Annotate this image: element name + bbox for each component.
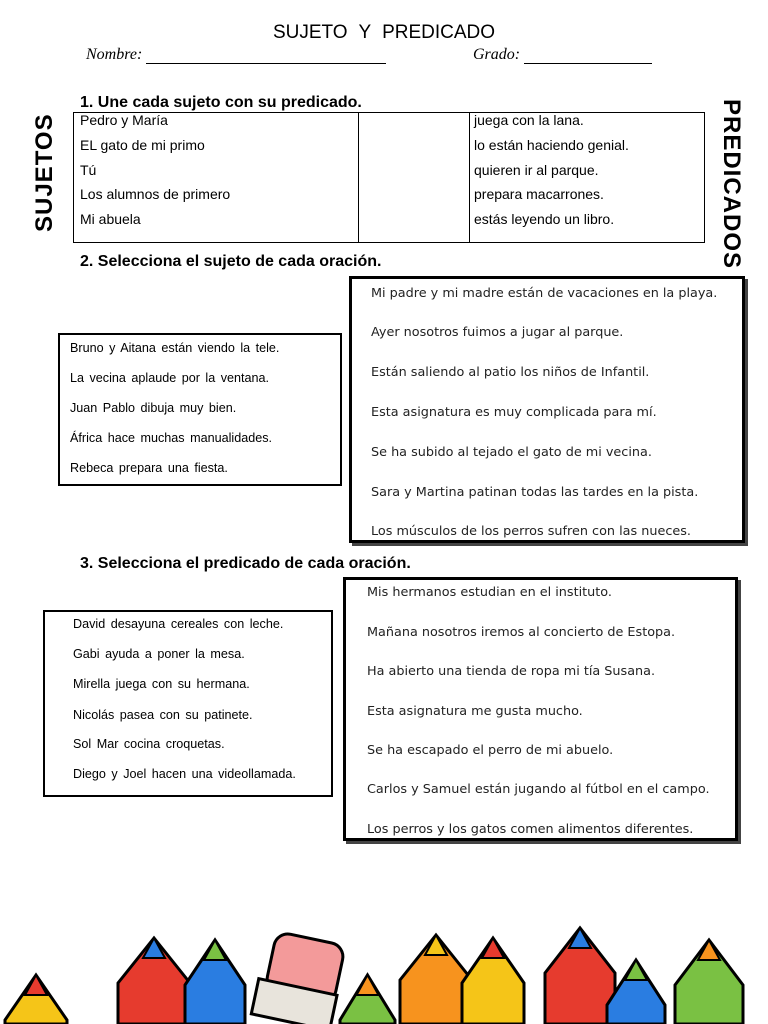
sujeto-item[interactable]: Tú	[80, 161, 97, 178]
colored-pencils-border-icon	[0, 920, 768, 1024]
grado-line	[524, 63, 652, 64]
sujeto-item[interactable]: Pedro y María	[80, 112, 168, 128]
predicado-item[interactable]: juega con la lana.	[474, 112, 584, 128]
predicado-item[interactable]: quieren ir al parque.	[474, 161, 599, 178]
sentence-item[interactable]: África hace muchas manualidades.	[70, 431, 273, 445]
section2-right-box	[349, 276, 745, 543]
sentence-item[interactable]: Están saliendo al patio los niños de Infantil.	[371, 365, 650, 380]
sujetos-side-label: SUJETOS	[31, 113, 58, 232]
sujeto-item[interactable]: Los alumnos de primero	[80, 186, 231, 203]
section2-heading: 2. Selecciona el sujeto de cada oración.	[80, 253, 382, 270]
sentence-item[interactable]: Juan Pablo dibuja muy bien.	[70, 401, 237, 415]
matching-table	[73, 112, 705, 243]
sentence-item[interactable]: Ha abierto una tienda de ropa mi tía Susana.	[367, 664, 656, 679]
sentence-item[interactable]: Diego y Joel hacen una videollamada.	[73, 767, 296, 781]
predicado-item[interactable]: estás leyendo un libro.	[474, 211, 615, 228]
sentence-item[interactable]: Ayer nosotros fuimos a jugar al parque.	[371, 325, 624, 340]
sujeto-item[interactable]: EL gato de mi primo	[80, 136, 205, 153]
grado-label: Grado:	[473, 46, 521, 63]
sujetos-column	[80, 113, 230, 242]
sentence-item[interactable]: Los perros y los gatos comen alimentos diferentes.	[367, 822, 694, 837]
sentence-item[interactable]: Esta asignatura es muy complicada para mí.	[371, 405, 657, 420]
nombre-field[interactable]	[86, 46, 386, 64]
sentence-item[interactable]: Gabi ayuda a poner la mesa.	[73, 647, 245, 661]
section3-left-box	[43, 610, 333, 797]
nombre-label: Nombre:	[86, 46, 143, 63]
sentence-item[interactable]: Mañana nosotros iremos al concierto de Estopa.	[367, 625, 676, 640]
predicado-item[interactable]: prepara macarrones.	[474, 186, 604, 203]
sentence-item[interactable]: Mis hermanos estudian en el instituto.	[367, 585, 612, 600]
section3-right-box	[343, 577, 738, 841]
sentence-item[interactable]: Nicolás pasea con su patinete.	[73, 708, 253, 722]
sentence-item[interactable]: Mirella juega con su hermana.	[73, 677, 250, 691]
sentence-item[interactable]: Esta asignatura me gusta mucho.	[367, 704, 583, 719]
sentence-item[interactable]: Rebeca prepara una fiesta.	[70, 461, 228, 475]
sentence-item[interactable]: Los músculos de los perros sufren con las nueces.	[371, 524, 691, 539]
sentence-item[interactable]: Sol Mar cocina croquetas.	[73, 737, 225, 751]
page-title: SUJETO Y PREDICADO	[272, 22, 496, 43]
sujeto-item[interactable]: Mi abuela	[80, 211, 141, 228]
sentence-item[interactable]: La vecina aplaude por la ventana.	[70, 371, 270, 385]
grado-field[interactable]	[473, 46, 652, 64]
section3-heading: 3. Selecciona el predicado de cada oración.	[80, 555, 411, 572]
connect-lines-area[interactable]	[358, 113, 470, 242]
sentence-item[interactable]: Mi padre y mi madre están de vacaciones en la playa.	[371, 286, 718, 301]
section2-left-box	[58, 333, 342, 486]
sentence-item[interactable]: Carlos y Samuel están jugando al fútbol en el campo.	[367, 782, 710, 797]
sentence-item[interactable]: Se ha subido al tejado el gato de mi vecina.	[371, 445, 652, 460]
sentence-item[interactable]: Sara y Martina patinan todas las tardes en la pista.	[371, 485, 699, 500]
sentence-item[interactable]: Bruno y Aitana están viendo la tele.	[70, 341, 280, 355]
predicados-side-label: PREDICADOS	[718, 99, 745, 270]
sentence-item[interactable]: David desayuna cereales con leche.	[73, 617, 284, 631]
predicados-column	[474, 113, 629, 242]
nombre-line	[146, 63, 386, 64]
predicado-item[interactable]: lo están haciendo genial.	[474, 136, 629, 153]
sentence-item[interactable]: Se ha escapado el perro de mi abuelo.	[367, 743, 614, 758]
section1-heading: 1. Une cada sujeto con su predicado.	[80, 94, 362, 111]
